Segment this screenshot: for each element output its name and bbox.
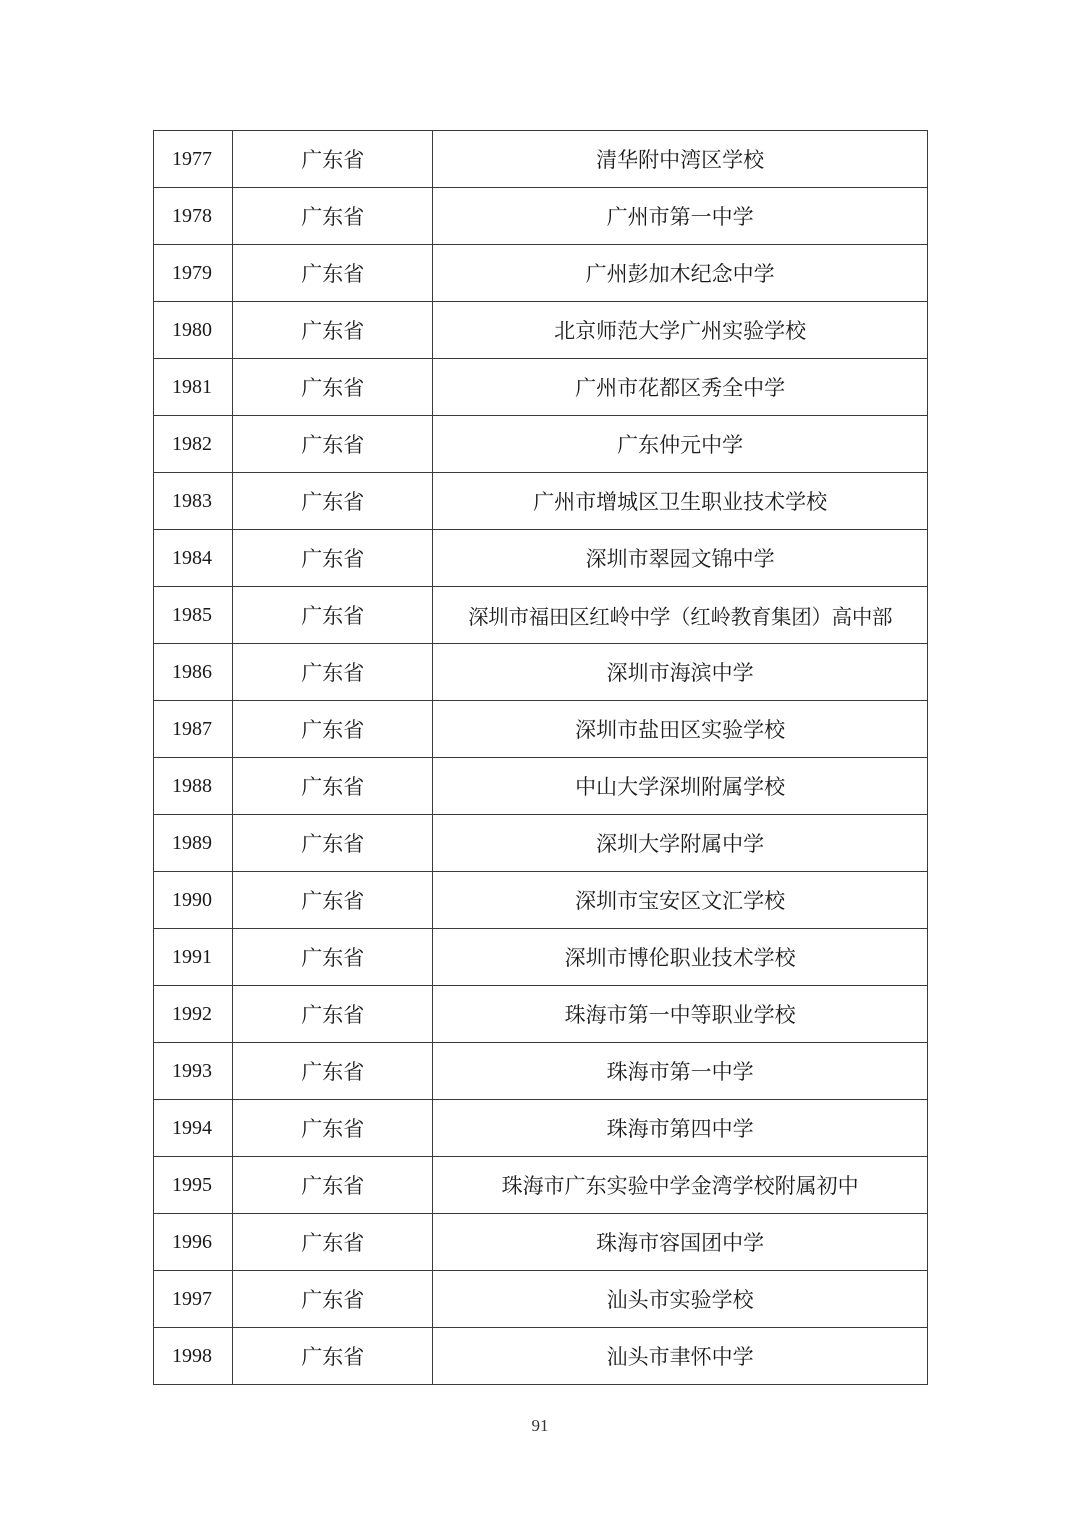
row-province: 广东省 [233,1271,433,1328]
row-school-name: 珠海市第一中等职业学校 [433,986,928,1043]
row-number: 1981 [154,359,233,416]
row-number: 1983 [154,473,233,530]
row-province: 广东省 [233,416,433,473]
table-row [154,1214,928,1271]
table-row [154,131,928,188]
row-school-name: 深圳市海滨中学 [433,644,928,701]
row-province: 广东省 [233,188,433,245]
row-number: 1998 [154,1328,233,1385]
row-number: 1979 [154,245,233,302]
table-row [154,302,928,359]
row-school-name: 北京师范大学广州实验学校 [433,302,928,359]
row-school-name: 深圳大学附属中学 [433,815,928,872]
row-province: 广东省 [233,1157,433,1214]
row-province: 广东省 [233,1100,433,1157]
row-number: 1996 [154,1214,233,1271]
row-number: 1978 [154,188,233,245]
table-row [154,473,928,530]
table-row [154,758,928,815]
row-school-name: 广州彭加木纪念中学 [433,245,928,302]
row-school-name: 深圳市盐田区实验学校 [433,701,928,758]
row-school-name: 广东仲元中学 [433,416,928,473]
row-number: 1997 [154,1271,233,1328]
table-row [154,1043,928,1100]
table-row [154,188,928,245]
row-province: 广东省 [233,530,433,587]
row-school-name: 珠海市广东实验中学金湾学校附属初中 [433,1157,928,1214]
row-number: 1989 [154,815,233,872]
row-school-name: 深圳市福田区红岭中学（红岭教育集团）高中部 [433,587,928,644]
table-row [154,701,928,758]
table-row [154,416,928,473]
page-number: 91 [531,1416,549,1435]
row-school-name: 深圳市翠园文锦中学 [433,530,928,587]
row-province: 广东省 [233,1043,433,1100]
row-school-name: 珠海市第一中学 [433,1043,928,1100]
row-school-name: 广州市增城区卫生职业技术学校 [433,473,928,530]
table-row [154,815,928,872]
table-row [154,644,928,701]
row-school-name: 珠海市第四中学 [433,1100,928,1157]
row-number: 1988 [154,758,233,815]
row-number: 1985 [154,587,233,644]
table-row [154,986,928,1043]
row-province: 广东省 [233,929,433,986]
row-number: 1994 [154,1100,233,1157]
table-row [154,1157,928,1214]
table-row [154,929,928,986]
row-school-name: 深圳市宝安区文汇学校 [433,872,928,929]
table-row [154,587,928,644]
row-province: 广东省 [233,701,433,758]
row-province: 广东省 [233,587,433,644]
row-province: 广东省 [233,359,433,416]
row-number: 1990 [154,872,233,929]
row-school-name: 汕头市实验学校 [433,1271,928,1328]
table-row [154,359,928,416]
row-province: 广东省 [233,131,433,188]
row-number: 1984 [154,530,233,587]
table-row [154,1271,928,1328]
row-number: 1992 [154,986,233,1043]
table-row [154,245,928,302]
row-number: 1993 [154,1043,233,1100]
row-number: 1982 [154,416,233,473]
school-list-table [153,130,928,1385]
row-number: 1987 [154,701,233,758]
table-row [154,872,928,929]
row-province: 广东省 [233,473,433,530]
row-school-name: 清华附中湾区学校 [433,131,928,188]
row-number: 1977 [154,131,233,188]
row-province: 广东省 [233,1328,433,1385]
row-school-name: 汕头市聿怀中学 [433,1328,928,1385]
row-number: 1980 [154,302,233,359]
row-province: 广东省 [233,1214,433,1271]
row-number: 1995 [154,1157,233,1214]
row-province: 广东省 [233,302,433,359]
row-school-name: 广州市花都区秀全中学 [433,359,928,416]
table-row [154,530,928,587]
row-province: 广东省 [233,872,433,929]
row-province: 广东省 [233,245,433,302]
row-province: 广东省 [233,758,433,815]
table-row [154,1328,928,1385]
row-school-name: 中山大学深圳附属学校 [433,758,928,815]
table-body [154,131,928,1385]
row-school-name: 珠海市容国团中学 [433,1214,928,1271]
row-number: 1986 [154,644,233,701]
row-school-name: 深圳市博伦职业技术学校 [433,929,928,986]
row-number: 1991 [154,929,233,986]
row-province: 广东省 [233,644,433,701]
table-row [154,1100,928,1157]
row-province: 广东省 [233,986,433,1043]
row-school-name: 广州市第一中学 [433,188,928,245]
row-province: 广东省 [233,815,433,872]
